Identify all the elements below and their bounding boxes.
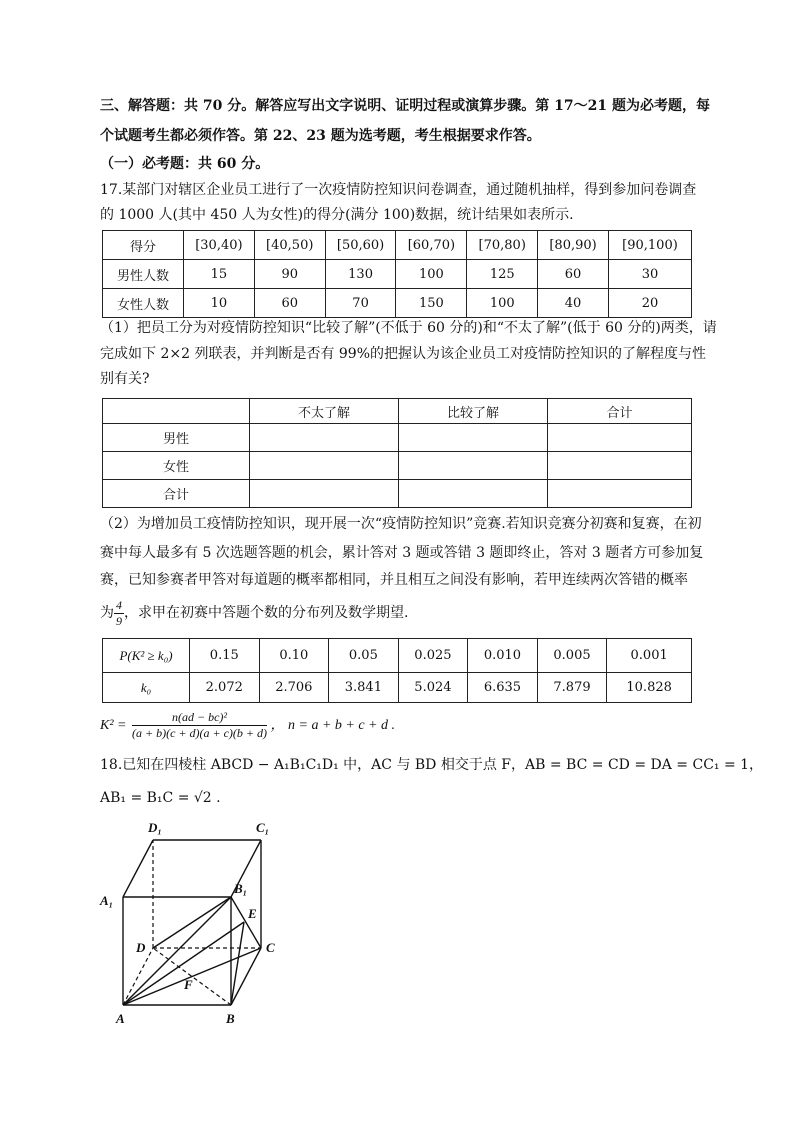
chi-square-formula (100, 708, 700, 744)
table-cell: 100 (396, 260, 467, 289)
table-row (103, 260, 692, 289)
header-cell: [90,100) (608, 231, 691, 260)
table-cell: 0.025 (398, 639, 468, 673)
blank-cell[interactable] (250, 452, 399, 480)
blank-cell[interactable] (548, 452, 692, 480)
header-cell: [30,40) (184, 231, 255, 260)
formula-rhs: ， n = a + b + c + d . (270, 718, 396, 733)
fraction-denominator: 9 (116, 613, 122, 628)
table-cell: 0.10 (259, 639, 329, 673)
table-cell: 40 (538, 289, 609, 318)
prism-figure (96, 815, 296, 1030)
probability-fraction (114, 598, 124, 629)
blank-cell[interactable] (250, 424, 399, 452)
segment-D-B1 (153, 897, 231, 948)
q18-line1: 18.已知在四棱柱 ABCD − A₁B₁C₁D₁ 中，AC 与 BD 相交于点 F，AB = BC = CD = DA = CC₁ = 1， (100, 757, 764, 773)
section-heading-line1: 三、解答题：共 70 分。解答应写出文字说明、证明过程或演算步骤。第 17～21 题为必考题，每 (100, 98, 710, 114)
header-cell: [50,60) (325, 231, 396, 260)
text: 为 (100, 605, 114, 621)
table-row (103, 480, 692, 508)
label-D1: D₁ (148, 820, 162, 835)
header-cell: 不太了解 (250, 399, 399, 424)
row-label: 男性 (103, 424, 250, 452)
table-cell: 0.005 (537, 639, 607, 673)
fraction-numerator: 4 (116, 597, 122, 612)
table-cell: 60 (538, 260, 609, 289)
table-cell: 100 (467, 289, 538, 318)
header-cell: 比较了解 (399, 399, 548, 424)
table-cell: 70 (325, 289, 396, 318)
blank-cell[interactable] (250, 480, 399, 508)
row-label: 女性 (103, 452, 250, 480)
header-cell (103, 399, 250, 424)
table-cell: 0.010 (468, 639, 538, 673)
table-cell: 2.072 (190, 673, 260, 703)
header-cell: [80,90) (538, 231, 609, 260)
formula-fraction (132, 710, 267, 741)
label-B1: B₁ (234, 881, 248, 896)
q17-part1-line1: （1）把员工分为对疫情防控知识“比较了解”(不低于 60 分的)和“不太了解”(低于 60 分的)两类，请 (100, 320, 717, 336)
blank-cell[interactable] (399, 480, 548, 508)
table-cell: 10 (184, 289, 255, 318)
label-A: A (116, 1011, 125, 1026)
table-row (103, 289, 692, 318)
q17-part2-line1: （2）为增加员工疫情防控知识，现开展一次“疫情防控知识”竞赛.若知识竞赛分初赛和复赛，在初 (100, 516, 702, 532)
label-E: E (248, 906, 257, 921)
q17-part1-line2: 完成如下 2×2 列联表，并判断是否有 99%的把握认为该企业员工对疫情防控知识的了解程度与性 (100, 346, 707, 362)
table-cell: 0.15 (190, 639, 260, 673)
table-cell: 60 (254, 289, 325, 318)
q17-intro-line2: 的 1000 人(其中 450 人为女性)的得分(满分 100)数据，统计结果如表所示. (100, 207, 574, 223)
formula-numerator: n(ad − bc)² (132, 710, 267, 726)
header-cell: 合计 (548, 399, 692, 424)
q17-part2-line2: 赛中每人最多有 5 次选题答题的机会，累计答对 3 题或答错 3 题即终止，答对 3 题者方可参加复 (100, 545, 704, 561)
score-table-header-row (103, 231, 692, 260)
table-cell: 6.635 (468, 673, 538, 703)
table-cell: 10.828 (607, 673, 692, 703)
table-cell: 0.05 (329, 639, 399, 673)
label-D: D (136, 940, 146, 955)
formula-denominator: (a + b)(c + d)(a + c)(b + d) (131, 726, 267, 741)
table-cell: 0.001 (607, 639, 692, 673)
table-cell: 3.841 (329, 673, 399, 703)
table-cell: 125 (467, 260, 538, 289)
segment-B1-C (231, 897, 261, 948)
critical-value-table (102, 638, 692, 703)
table-cell: 90 (254, 260, 325, 289)
table-cell: 20 (608, 289, 691, 318)
blank-cell[interactable] (399, 424, 548, 452)
label-F: F (184, 977, 193, 992)
table-cell: 2.706 (259, 673, 329, 703)
required-subheading: （一）必考题：共 60 分。 (100, 156, 270, 172)
label-C1: C₁ (256, 820, 270, 835)
header-cell: [60,70) (396, 231, 467, 260)
table-cell: 130 (325, 260, 396, 289)
row-label: 男性人数 (103, 260, 184, 289)
label-B: B (226, 1011, 235, 1026)
table-cell: 15 (184, 260, 255, 289)
table-row (103, 673, 692, 703)
table-row (103, 452, 692, 480)
label-A1: A₁ (100, 893, 114, 908)
table-cell: 30 (608, 260, 691, 289)
blank-cell[interactable] (399, 452, 548, 480)
row-label: P(K² ≥ k₀) (103, 639, 190, 673)
edge-A1-D1 (123, 840, 153, 897)
table-cell: 150 (396, 289, 467, 318)
text: ，求甲在初赛中答题个数的分布列及数学期望. (124, 605, 409, 621)
table-cell: 7.879 (537, 673, 607, 703)
table-cell: 5.024 (398, 673, 468, 703)
blank-cell[interactable] (548, 424, 692, 452)
header-cell: [40,50) (254, 231, 325, 260)
q17-intro-line1: 17.某部门对辖区企业员工进行了一次疫情防控知识问卷调查，通过随机抽样，得到参加问卷调查 (100, 182, 697, 198)
header-cell: 得分 (103, 231, 184, 260)
table-row (103, 424, 692, 452)
row-label: k₀ (103, 673, 190, 703)
contingency-table (102, 398, 692, 508)
blank-cell[interactable] (548, 480, 692, 508)
row-label: 合计 (103, 480, 250, 508)
segment-A-E (123, 922, 244, 1005)
score-table (102, 230, 692, 318)
q17-part2-line3: 赛，已知参赛者甲答对每道题的概率都相同，并且相互之间没有影响，若甲连续两次答错的概率 (100, 572, 688, 588)
header-cell: [70,80) (467, 231, 538, 260)
hidden-edge-A-D (123, 948, 153, 1005)
q17-part2-line4 (100, 596, 700, 630)
formula-lhs: K² = (100, 718, 127, 733)
q18-line2: AB₁ = B₁C = √2 . (100, 790, 221, 806)
table-row (103, 639, 692, 673)
section-heading-line2: 个试题考生都必须作答。第 22、23 题为选考题，考生根据要求作答。 (100, 128, 541, 144)
q17-part1-line3: 别有关? (100, 371, 150, 387)
label-C: C (266, 940, 275, 955)
contingency-header-row (103, 399, 692, 424)
row-label: 女性人数 (103, 289, 184, 318)
